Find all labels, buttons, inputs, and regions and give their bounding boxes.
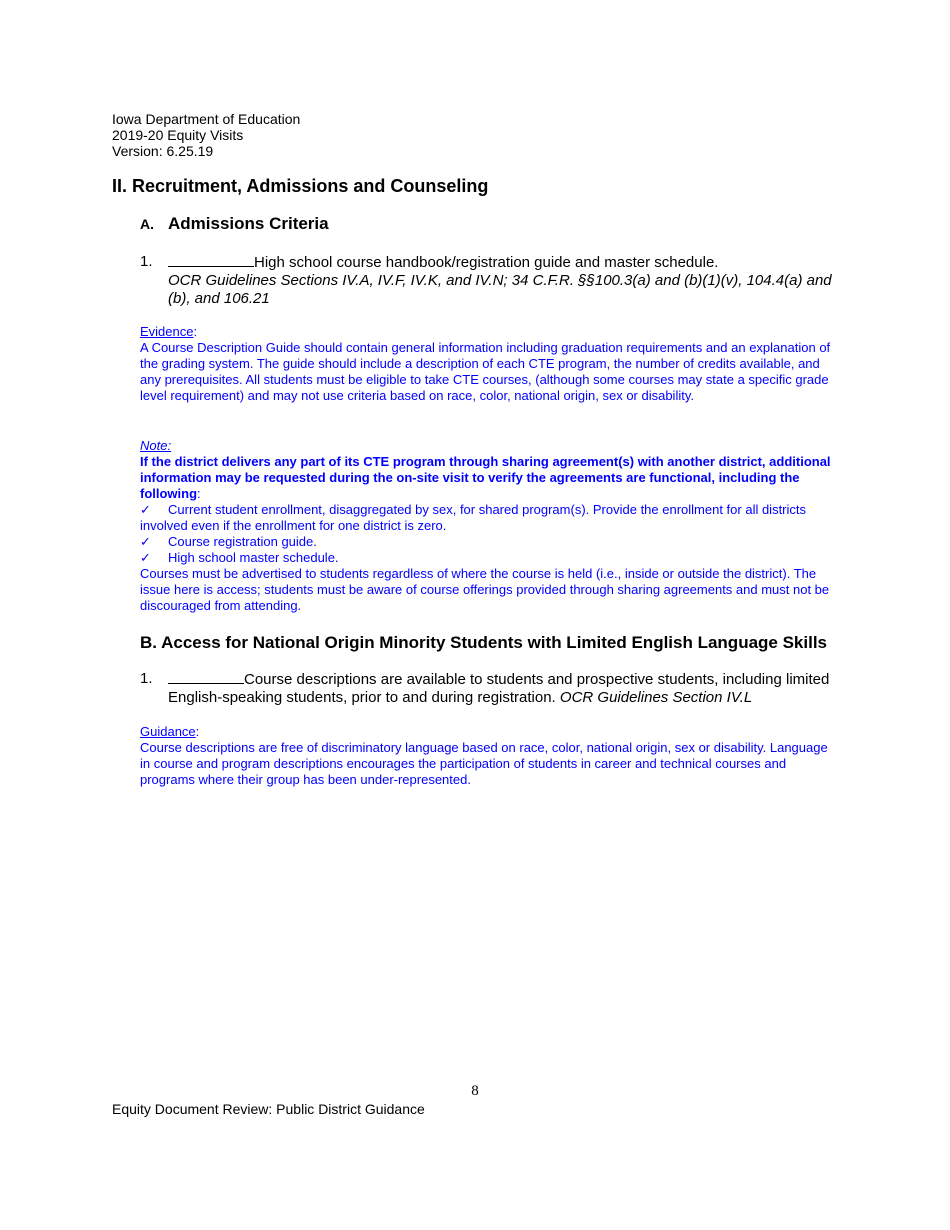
guidance-block [140, 724, 840, 788]
item-a1-checkoff-blank[interactable] [168, 253, 254, 267]
subsection-b-heading: B. Access for National Origin Minority Students with Limited English Language Skills [140, 633, 828, 652]
header-visit-year: 2019-20 Equity Visits [112, 127, 244, 143]
guidance-text: Course descriptions are free of discriminatory language based on race, color, national origin, sex or disability. Language in course and program descriptions encourages the participation of students in career and technical courses and programs where their group has been under-represented. [140, 740, 828, 787]
note-check-3: High school master schedule. [168, 550, 339, 565]
note-closing-text: Courses must be advertised to students regardless of where the course is held (i.e., inside or outside the district). The issue here is access; students must be aware of course offerings provided through sharing agreements and must not be discouraged from attending. [140, 566, 830, 613]
item-b1-checkoff-blank[interactable] [168, 670, 244, 684]
item-b1-citation: OCR Guidelines Section IV.L [559, 689, 753, 706]
section-title: II. Recruitment, Admissions and Counseling [112, 176, 489, 196]
note-colon: : [197, 486, 201, 501]
item-a1-citation: OCR Guidelines Sections IV.A, IV.F, IV.K, and IV.N; 34 C.F.R. §§100.3(a) and (b)(1)(v), 104.4(a) and (b), and 106.21 [168, 272, 832, 307]
page-footer: Equity Document Review: Public District Guidance [112, 1101, 425, 1117]
guidance-colon: : [195, 724, 200, 739]
evidence-label: Evidence [140, 324, 194, 339]
note-check-2: Course registration guide. [168, 534, 317, 549]
check-icon: ✓ [140, 550, 151, 565]
check-icon: ✓ [140, 534, 151, 549]
header-version: Version: 6.25.19 [112, 143, 214, 159]
item-b1-number: 1. [140, 670, 153, 687]
document-header [112, 111, 300, 159]
note-bold-text: If the district delivers any part of its CTE program through sharing agreement(s) with another district, additional information may be requested during the on-site visit to verify the agreements are functional, including the following [140, 454, 831, 501]
note-label: Note: [140, 438, 172, 453]
subsection-a-heading [140, 214, 329, 234]
item-b1-text: Course descriptions are available to students and prospective students, including limited English-speaking students, prior to and during registration. [168, 671, 830, 706]
subsection-a-title: Admissions Criteria [168, 214, 329, 233]
subsection-a-letter: A. [140, 216, 154, 232]
evidence-colon: : [193, 324, 198, 339]
evidence-text: A Course Description Guide should contain general information including graduation requirements and an explanation of the grading system. The guide should include a description of each CTE program, the number of credits available, and any prerequisites. All students must be eligible to take CTE courses, (although some courses may state a specific grade level requirement) and may not use criteria based on race, color, national origin, sex or disability. [140, 340, 831, 403]
evidence-block [140, 324, 840, 404]
note-block [140, 438, 840, 614]
note-check-1: Current student enrollment, disaggregated by sex, for shared program(s). Provide the enrollment for all districts involved even if the enrollment for one district is zero. [140, 502, 807, 533]
page-number: 8 [471, 1083, 479, 1099]
guidance-label: Guidance [140, 724, 196, 739]
item-a1-text: High school course handbook/registration guide and master schedule. [254, 254, 719, 271]
header-organization: Iowa Department of Education [112, 111, 301, 127]
item-a1 [140, 253, 840, 308]
item-b1 [140, 670, 840, 707]
item-a1-number: 1. [140, 253, 153, 270]
check-icon: ✓ [140, 502, 151, 517]
